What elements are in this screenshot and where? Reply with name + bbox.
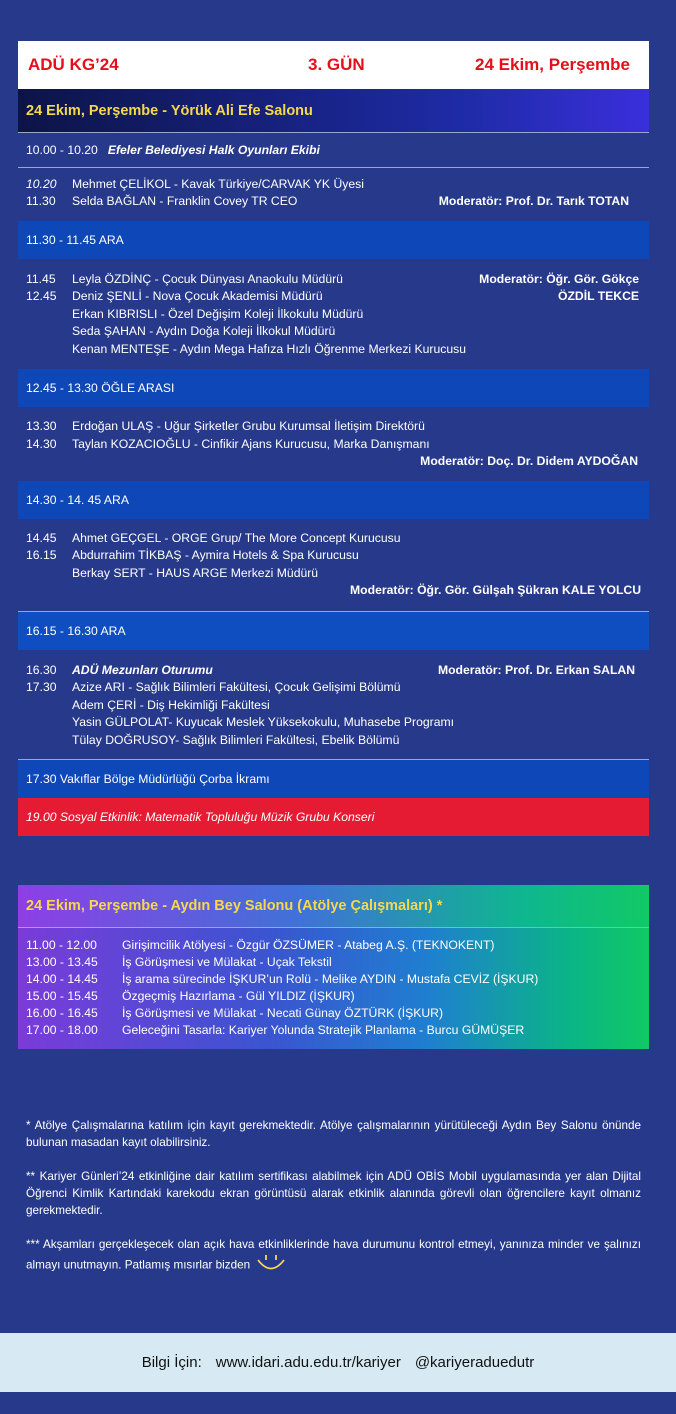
speaker: Erkan KIBRISLI - Özel Değişim Koleji İlkokulu Müdürü: [72, 306, 364, 321]
session-time: 11.45: [26, 271, 56, 286]
moderator: Moderatör: Öğr. Gör. Gülşah Şükran KALE YOLCU: [350, 583, 641, 597]
workshop-time: 17.00 - 18.00: [26, 1023, 98, 1037]
moderator-line: ÖZDİL TEKCE: [557, 289, 639, 303]
speaker: Kenan MENTEŞE - Aydın Mega Hafıza Hızlı Öğrenme Merkezi Kurucusu: [72, 341, 466, 356]
speaker: Abdurrahim TİKBAŞ - Aymira Hotels & Spa Kurucusu: [72, 548, 359, 562]
session-time: 16.15: [26, 548, 57, 562]
speaker: Mehmet ÇELİKOL - Kavak Türkiye/CARVAK YK Üyesi: [72, 176, 364, 191]
session-time: 13.30: [26, 419, 57, 433]
workshop-row: [26, 937, 641, 954]
speaker: Azize ARI - Sağlık Bilimleri Fakültesi, Çocuk Gelişimi Bölümü: [72, 680, 401, 694]
speaker: Adem ÇERİ - Diş Hekimliği Fakültesi: [72, 697, 270, 712]
workshop-time: 14.00 - 14.45: [26, 972, 98, 986]
workshop-title: Girişimcilik Atölyesi - Özgür ÖZSÜMER - Atabeg A.Ş. (TEKNOKENT): [122, 938, 495, 952]
session-time: 16.30: [26, 662, 57, 677]
workshop-title: İş Görüşmesi ve Mülakat - Uçak Tekstil: [122, 955, 332, 969]
moderator: Moderatör: Doç. Dr. Didem AYDOĞAN: [420, 454, 638, 468]
workshop-time: 11.00 - 12.00: [26, 938, 97, 952]
speaker: Seda ŞAHAN - Aydın Doğa Koleji İlkokul Müdürü: [72, 324, 336, 338]
workshop-time: 16.00 - 16.45: [26, 1006, 98, 1020]
break-row: 11.30 - 11.45 ARA: [18, 221, 649, 259]
speaker: Erdoğan ULAŞ - Uğur Şirketler Grubu Kurumsal İletişim Direktörü: [72, 419, 425, 433]
session-time: 17.30: [26, 680, 57, 694]
session-panel-2: [18, 259, 649, 370]
workshop-row: [26, 1005, 641, 1022]
footnote-weather-text: *** Akşamları gerçekleşecek olan açık hava etkinliklerinde hava durumunu kontrol etmeyi, yanınıza minder ve şalınızı almayı unutmayın. Patlamış mısırlar bizden: [26, 1238, 641, 1272]
soup-row: 17.30 Vakıflar Bölge Müdürlüğü Çorba İkramı: [18, 760, 649, 798]
session-title: ADÜ Mezunları Oturumu: [72, 662, 213, 677]
session-panel-3: [18, 407, 649, 481]
workshop-title: Özgeçmiş Hazırlama - Gül YILDIZ (İŞKUR): [122, 989, 355, 1003]
speaker: Selda BAĞLAN - Franklin Covey TR CEO: [72, 194, 298, 208]
workshop-title: Geleceğini Tasarla: Kariyer Yolunda Stratejik Planlama - Burcu GÜMÜŞER: [122, 1023, 525, 1037]
contact-footer: [0, 1333, 676, 1392]
break-row: 16.15 - 16.30 ARA: [18, 612, 649, 650]
workshop-row: [26, 971, 641, 988]
session-folk-dance: [18, 133, 649, 167]
schedule-panel: [18, 41, 649, 1049]
footnote-certificate: ** Kariyer Günleri’24 etkinliğine dair katılım sertifikası alabilmek için ADÜ OBİS Mobil uygulamasında yer alan Dijital Öğrenci Kimlik Kartındaki karekodu ekran görüntüsü alarak etkinlik alanında görevli olan öğrencilere kayıt olmanız gerekmektedir.: [26, 1170, 641, 1217]
speaker: Yasin GÜLPOLAT- Kuyucak Meslek Yüksekokulu, Muhasebe Programı: [72, 715, 455, 729]
workshop-time: 13.00 - 13.45: [26, 955, 98, 969]
website-link[interactable]: www.idari.adu.edu.tr/kariyer: [215, 1354, 401, 1371]
day-number: 3. GÜN: [308, 55, 365, 74]
break-row: 12.45 - 13.30 ÖĞLE ARASI: [18, 369, 649, 407]
speaker: Berkay SERT - HAUS ARGE Merkezi Müdürü: [72, 565, 319, 580]
smile-icon: [256, 1253, 286, 1278]
session-panel-1: [18, 168, 649, 221]
social-event-row: 19.00 Sosyal Etkinlik: Matematik Topluluğu Müzik Grubu Konseri: [18, 798, 649, 836]
section-title-aydin-bey: 24 Ekim, Perşembe - Aydın Bey Salonu (Atölye Çalışmaları) *: [18, 885, 649, 927]
workshop-title: İş arama sürecinde İŞKUR’un Rolü - Melike AYDIN - Mustafa CEVİZ (İŞKUR): [122, 972, 539, 986]
day-header-bar: [18, 41, 649, 89]
speaker: Tülay DOĞRUSOY- Sağlık Bilimleri Fakültesi, Ebelik Bölümü: [72, 732, 400, 747]
event-code: ADÜ KG’24: [28, 55, 119, 74]
workshop-title: İş Görüşmesi ve Mülakat - Necati Günay ÖZTÜRK (İŞKUR): [122, 1006, 444, 1020]
session-time: 10.20: [26, 176, 57, 191]
footnote-workshop-registration: * Atölye Çalışmalarına katılım için kayıt gerekmektedir. Atölye çalışmalarının yürütüleceği Aydın Bey Salonu önünde bulunan masadan kayıt olabilirsiniz.: [26, 1119, 641, 1149]
session-time: 10.00 - 10.20: [26, 143, 98, 157]
moderator: Moderatör: Prof. Dr. Erkan SALAN: [437, 662, 635, 677]
session-panel-4: [18, 519, 649, 611]
workshop-list: [18, 928, 649, 1049]
speaker: Ahmet GEÇGEL - ORGE Grup/ The More Concept Kurucusu: [72, 530, 401, 545]
event-date: 24 Ekim, Perşembe: [475, 55, 630, 74]
workshop-row: [26, 988, 641, 1005]
session-title: Efeler Belediyesi Halk Oyunları Ekibi: [107, 143, 320, 157]
speaker: Taylan KOZACIOĞLU - Cinfikir Ajans Kurucusu, Marka Danışmanı: [72, 436, 430, 451]
session-alumni: [18, 650, 649, 760]
session-time: 14.30: [26, 436, 57, 451]
speaker: Leyla ÖZDİNÇ - Çocuk Dünyası Anaokulu Müdürü: [72, 271, 343, 286]
info-label: Bilgi İçin:: [141, 1354, 202, 1371]
workshop-time: 15.00 - 15.45: [26, 989, 98, 1003]
social-handle[interactable]: @kariyeraduedutr: [414, 1354, 535, 1371]
section-title-yoruk-ali-efe: 24 Ekim, Perşembe - Yörük Ali Efe Salonu: [18, 89, 649, 132]
session-time: 12.45: [26, 289, 57, 303]
workshop-row: [26, 1022, 641, 1039]
moderator: Moderatör: Prof. Dr. Tarık TOTAN: [438, 194, 629, 208]
workshop-row: [26, 954, 641, 971]
speaker: Deniz ŞENLİ - Nova Çocuk Akademisi Müdürü: [72, 289, 323, 303]
break-row: 14.30 - 14. 45 ARA: [18, 481, 649, 519]
footnote-weather: [26, 1236, 641, 1278]
footnotes: [26, 1117, 641, 1295]
moderator: [479, 271, 639, 306]
session-time: 11.30: [26, 194, 56, 208]
moderator-line: Moderatör: Öğr. Gör. Gökçe: [479, 271, 639, 286]
session-time: 14.45: [26, 530, 57, 545]
